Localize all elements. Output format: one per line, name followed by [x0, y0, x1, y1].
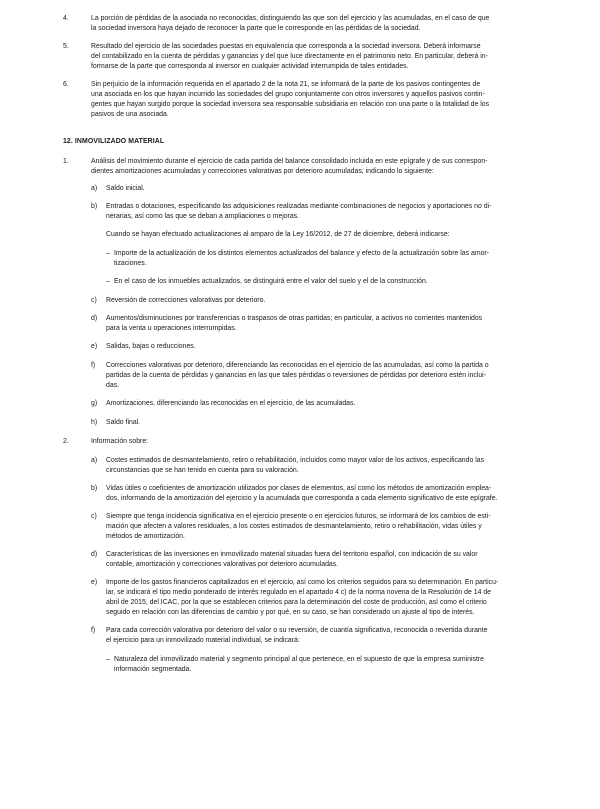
- text-line: Resultado del ejercicio de las sociedades puestas en equivalencia que corresponda a la sociedad inversora. Deberá informarse: [91, 43, 481, 50]
- text-line: contable, amortización y correcciones valorativas por deterioro acumuladas.: [106, 561, 339, 568]
- text-line: una asociada en los que hayan incurrido las sociedades del grupo conjuntamente con otros inversores y aquellos pasivos contin-: [91, 91, 485, 98]
- text-line: Costes estimados de desmantelamiento, retiro o rehabilitación, incluidos como mayor valor de los activos, especificando las: [106, 457, 485, 464]
- text-line: e): [91, 579, 98, 586]
- text-line: En el caso de los inmuebles actualizados, se distinguirá entre el valor del suelo y el de la construcción.: [114, 278, 428, 285]
- text-line: 1.: [63, 158, 69, 165]
- text-line: 2.: [63, 438, 69, 445]
- text-line: nerarias, así como las que se deban a ampliaciones o mejoras.: [106, 213, 300, 220]
- text-line: dientes amortizaciones acumuladas y correcciones valorativas por deterioro acumuladas; indicando lo siguiente:: [91, 168, 434, 175]
- text-line: Importe de la actualización de los distintos elementos actualizados del balance y efecto de la actualización sobre las amor-: [114, 250, 489, 257]
- text-line: lar, se indicará el tipo medio ponderado de interés regulado en el apartado 4 c) de la norma novena de la Resolución de 14 de: [106, 589, 491, 596]
- text-line: Para cada corrección valorativa por deterioro del valor o su reversión, de cuantía significativa, reconocida o revertida durante: [106, 627, 488, 634]
- text-line: Importe de los gastos financieros capitalizados en el ejercicio, así como los criterios seguidos para su determinación. En particu-: [106, 579, 499, 586]
- text-line: Correcciones valorativas por deterioro, diferenciando las reconocidas en el ejercicio de las acumuladas, así como la partida o: [106, 362, 489, 369]
- text-line: Información sobre:: [91, 438, 149, 445]
- text-line: c): [91, 513, 97, 520]
- text-line: Salidas, bajas o reducciones.: [106, 343, 196, 350]
- section-heading: 12. INMOVILIZADO MATERIAL: [63, 138, 165, 145]
- text-line: a): [91, 457, 98, 464]
- text-line: información segmentada.: [114, 666, 192, 673]
- text-line: gentes que hayan surgido porque la sociedad inversora sea responsable subsidiaria en relación con una parte o la totalidad de los: [91, 101, 490, 108]
- text-line: e): [91, 343, 98, 350]
- text-line: b): [91, 203, 98, 210]
- text-line: Reversión de correcciones valorativas por deterioro.: [106, 297, 266, 304]
- text-line: das.: [106, 382, 120, 389]
- text-line: 5.: [63, 43, 69, 50]
- text-line: del contabilizado en la cuenta de pérdidas y ganancias y del que luce directamente en el patrimonio neto. En particular, deberá in-: [91, 53, 488, 60]
- text-line: g): [91, 400, 98, 407]
- text-line: 4.: [63, 15, 69, 22]
- text-line: d): [91, 315, 98, 322]
- text-line: a): [91, 185, 98, 192]
- text-line: Amortizaciones, diferenciando las reconocidas en el ejercicio, de las acumuladas.: [106, 400, 356, 407]
- text-line: abril de 2015, del ICAC, por la que se establecen criterios para la determinación del coste de producción, así como el criterio: [106, 599, 487, 606]
- text-line: Aumentos/disminuciones por transferencias o traspasos de otras partidas; en particular, a activos no corrientes mantenidos: [106, 315, 483, 322]
- text-line: –: [106, 250, 110, 257]
- text-line: dos, informando de la amortización del ejercicio y la acumulada que corresponda a cada elemento significativo de este epígrafe.: [106, 495, 498, 502]
- text-line: para la venta u operaciones interrumpidas.: [106, 325, 237, 332]
- text-line: b): [91, 485, 98, 492]
- text-line: 6.: [63, 81, 69, 88]
- text-line: Vidas útiles o coeficientes de amortización utilizados por clases de elementos, así como los métodos de amortización emplea-: [106, 485, 492, 492]
- text-line: circunstancias que se han tenido en cuenta para su valoración.: [106, 467, 299, 474]
- text-line: métodos de amortización.: [106, 533, 185, 540]
- text-line: formarse de la parte que corresponda al inversor en cualquier actividad interrumpida de tales entidades.: [91, 63, 409, 70]
- text-line: c): [91, 297, 97, 304]
- text-line: d): [91, 551, 98, 558]
- text-line: Saldo inicial.: [106, 185, 145, 192]
- text-line: Sin perjuicio de la información requerida en el apartado 2 de la nota 21, se informará de la parte de los pasivos contingentes de: [91, 81, 481, 88]
- text-line: partidas de la cuenta de pérdidas y ganancias en las que tales pérdidas o reversiones de pérdidas por deterioro estén inclui-: [106, 372, 486, 379]
- text-line: f): [91, 627, 96, 634]
- text-line: mación que afecten a valores residuales, a los costes estimados de desmantelamiento, retiro o rehabilitación, vidas útiles y: [106, 523, 482, 530]
- text-line: Entradas o dotaciones, especificando las adquisiciones realizadas mediante combinaciones de negocios y aportaciones no di-: [106, 203, 492, 210]
- text-line: el ejercicio para un inmovilizado material individual, se indicará:: [106, 637, 300, 644]
- text-line: pasivos de una asociada.: [91, 111, 169, 118]
- text-line: Siempre que tenga incidencia significativa en el ejercicio presente o en ejercicios futuros, se informará de los cambios de esti-: [106, 513, 491, 520]
- text-line: tizaciones.: [114, 260, 147, 267]
- text-line: Naturaleza del inmovilizado material y segmento principal al que pertenece, en el supuesto de que la empresa suministre: [114, 656, 485, 663]
- text-line: La porción de pérdidas de la asociada no reconocidas, distinguiendo las que son del ejercicio y las acumuladas, en el caso de que: [91, 15, 490, 22]
- text-line: Análisis del movimiento durante el ejercicio de cada partida del balance consolidado incluida en este epígrafe y de sus correspon-: [91, 158, 488, 165]
- text-line: h): [91, 419, 98, 426]
- text-line: Saldo final.: [106, 419, 141, 426]
- text-line: –: [106, 656, 110, 663]
- text-line: f): [91, 362, 96, 369]
- text-line: Características de las inversiones en inmovilizado material situadas fuera del territorio español, con indicación de su valor: [106, 551, 478, 558]
- text-line: Cuando se hayan efectuado actualizaciones al amparo de la Ley 16/2012, de 27 de diciembre, deberá indicarse:: [106, 231, 450, 238]
- text-line: –: [106, 278, 110, 285]
- text-line: la sociedad inversora haya dejado de reconocer la parte que le corresponde en las pérdidas de la sociedad.: [91, 25, 421, 32]
- text-line: seguido en relación con las diferencias de cambio y por qué, en su caso, se han considerado un ajuste al tipo de interés.: [106, 609, 475, 616]
